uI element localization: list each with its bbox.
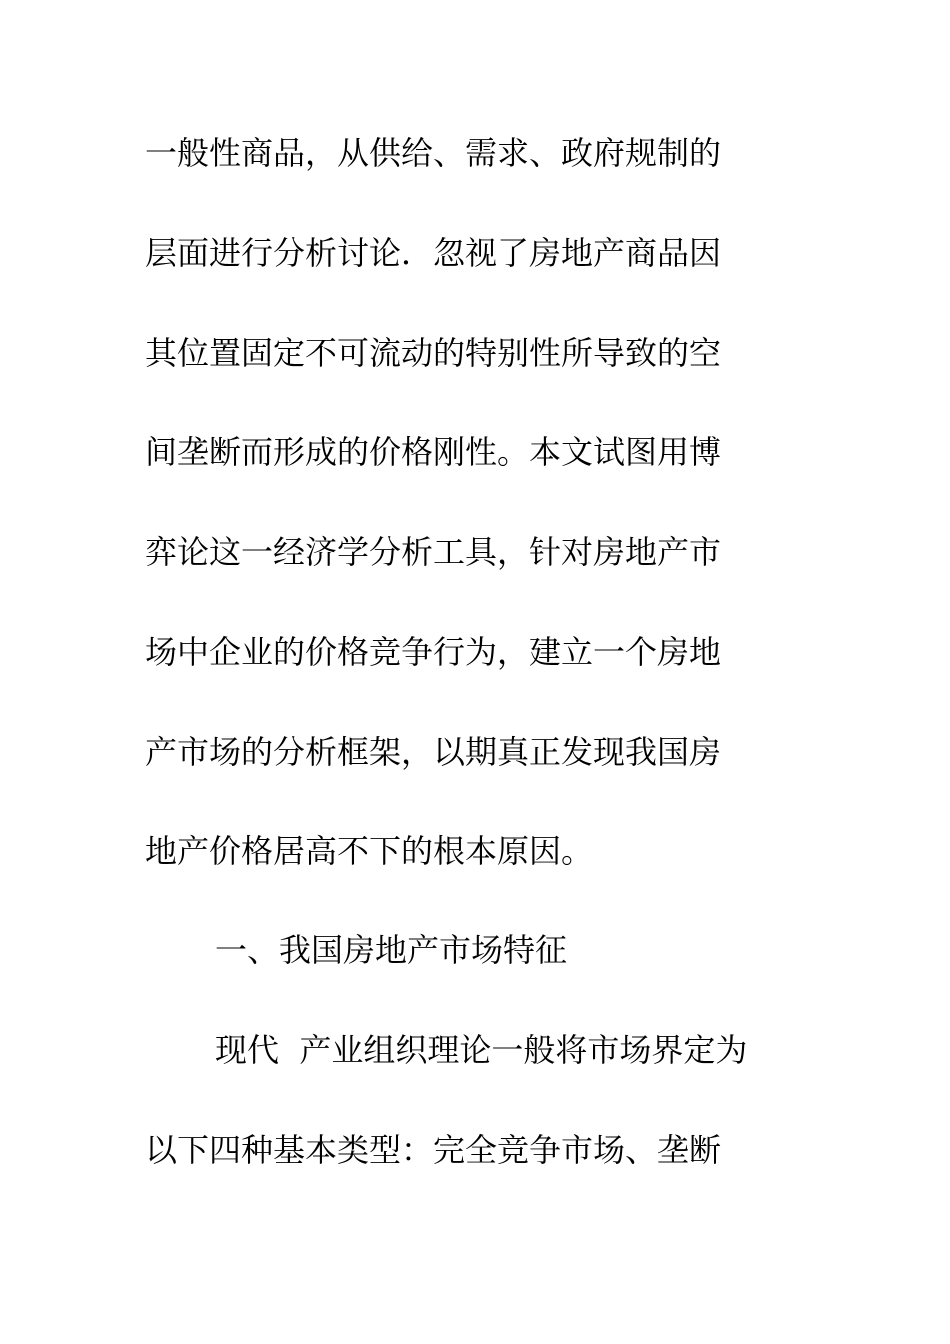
section-heading: 一、我国房地产市场特征 <box>215 931 568 969</box>
body-text-line: 产市场的分析框架，以期真正发现我国房 <box>145 733 722 771</box>
paragraph-line: 以下四种基本类型：完全竞争市场、垄断 <box>145 1131 722 1169</box>
body-text-line: 层面进行分析讨论．忽视了房地产商品因 <box>145 234 722 272</box>
paragraph-line: 现代 产业组织理论一般将市场界定为 <box>215 1031 748 1069</box>
body-text-line: 弈论这一经济学分析工具，针对房地产市 <box>145 533 722 571</box>
body-text-line: 间垄断而形成的价格刚性。本文试图用博 <box>145 433 722 471</box>
body-text-line: 其位置固定不可流动的特别性所导致的空 <box>145 334 722 372</box>
body-text-line: 一般性商品，从供给、需求、政府规制的 <box>145 134 722 172</box>
body-text-line: 场中企业的价格竞争行为，建立一个房地 <box>145 633 722 671</box>
body-text-line: 地产价格居高不下的根本原因。 <box>145 832 594 870</box>
